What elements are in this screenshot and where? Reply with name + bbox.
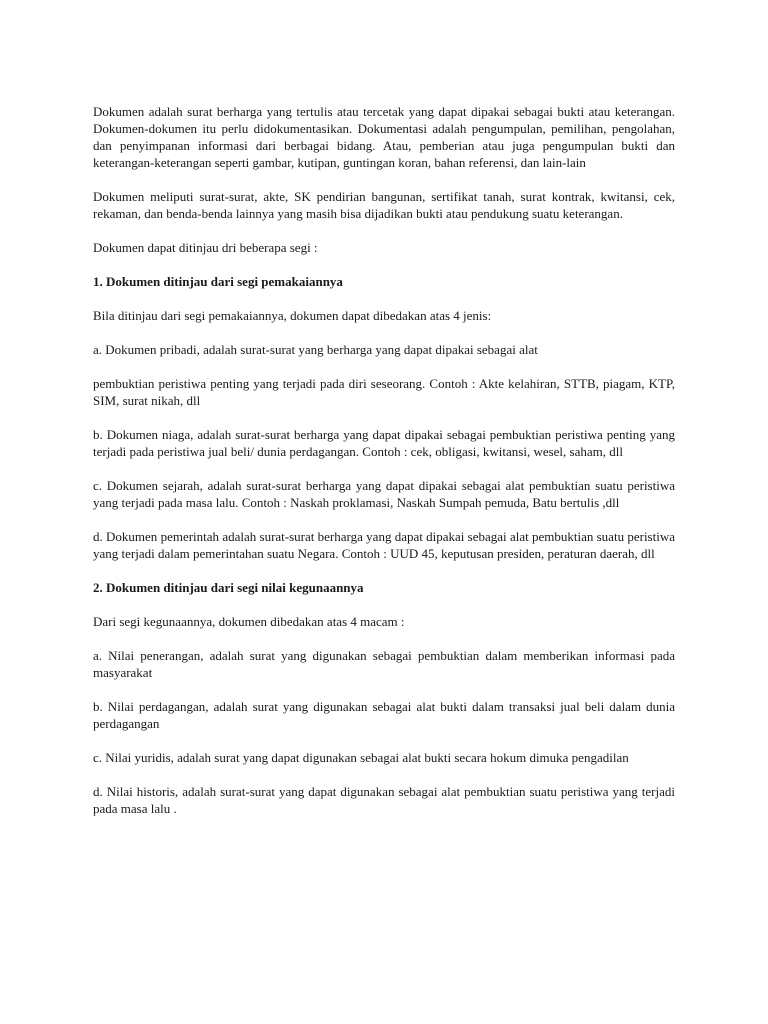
section-2-item-d: d. Nilai historis, adalah surat-surat yang dapat digunakan sebagai alat pembuktian suatu peristiwa yang terjadi pada masa lalu . [93, 784, 675, 816]
section-1-lead: Bila ditinjau dari segi pemakaiannya, dokumen dapat dibedakan atas 4 jenis: [93, 308, 492, 323]
section-2-item-a: a. Nilai penerangan, adalah surat yang digunakan sebagai pembuktian dalam memberikan informasi pada masyarakat [93, 648, 675, 680]
intro-paragraph-2: Dokumen meliputi surat-surat, akte, SK pendirian bangunan, sertifikat tanah, surat kontrak, kwitansi, cek, rekaman, dan benda-benda lainnya yang masih bisa dijadikan bukti atau pendukung suatu keterangan. [93, 189, 675, 221]
section-2-item-b: b. Nilai perdagangan, adalah surat yang digunakan sebagai alat bukti dalam transaksi jual beli dalam dunia perdagangan [93, 699, 675, 731]
section-1-heading: 1. Dokumen ditinjau dari segi pemakaiannya [93, 274, 343, 289]
document-page [93, 103, 675, 834]
section-1-item-b: b. Dokumen niaga, adalah surat-surat berharga yang dapat dipakai sebagai pembuktian peristiwa penting yang terjadi pada peristiwa jual beli/ dunia perdagangan. Contoh : cek, obligasi, kwitansi, wesel, saham, dll [93, 427, 675, 459]
intro-paragraph-1: Dokumen adalah surat berharga yang tertulis atau tercetak yang dapat dipakai sebagai bukti atau keterangan. Dokumen-dokumen itu perlu didokumentasikan. Dokumentasi adalah pengumpulan, pemilihan, pengolahan, dan penyimpanan informasi dari berbagai bidang. Atau, pemberian atau juga pengumpulan bukti dan keterangan-keterangan seperti gambar, kutipan, guntingan koran, bahan referensi, dan lain-lain [93, 104, 675, 170]
section-1-item-a-line-2: pembuktian peristiwa penting yang terjadi pada diri seseorang. Contoh : Akte kelahiran, STTB, piagam, KTP, SIM, surat nikah, dll [93, 376, 675, 408]
section-1-item-d: d. Dokumen pemerintah adalah surat-surat berharga yang dapat dipakai sebagai alat pembuktian suatu peristiwa yang terjadi dalam pemerintahan suatu Negara. Contoh : UUD 45, keputusan presiden, peraturan daerah, dll [93, 529, 675, 561]
section-1-item-a-line-1: a. Dokumen pribadi, adalah surat-surat yang berharga yang dapat dipakai sebagai alat [93, 342, 538, 357]
section-2-lead: Dari segi kegunaannya, dokumen dibedakan atas 4 macam : [93, 614, 405, 629]
section-1-item-c: c. Dokumen sejarah, adalah surat-surat berharga yang dapat dipakai sebagai alat pembuktian suatu peristiwa yang terjadi pada masa lalu. Contoh : Naskah proklamasi, Naskah Sumpah pemuda, Batu bertulis ,dll [93, 478, 675, 510]
section-2-heading: 2. Dokumen ditinjau dari segi nilai kegunaannya [93, 580, 364, 595]
section-2-item-c: c. Nilai yuridis, adalah surat yang dapat digunakan sebagai alat bukti secara hokum dimuka pengadilan [93, 750, 629, 765]
intro-paragraph-3: Dokumen dapat ditinjau dri beberapa segi : [93, 240, 318, 255]
